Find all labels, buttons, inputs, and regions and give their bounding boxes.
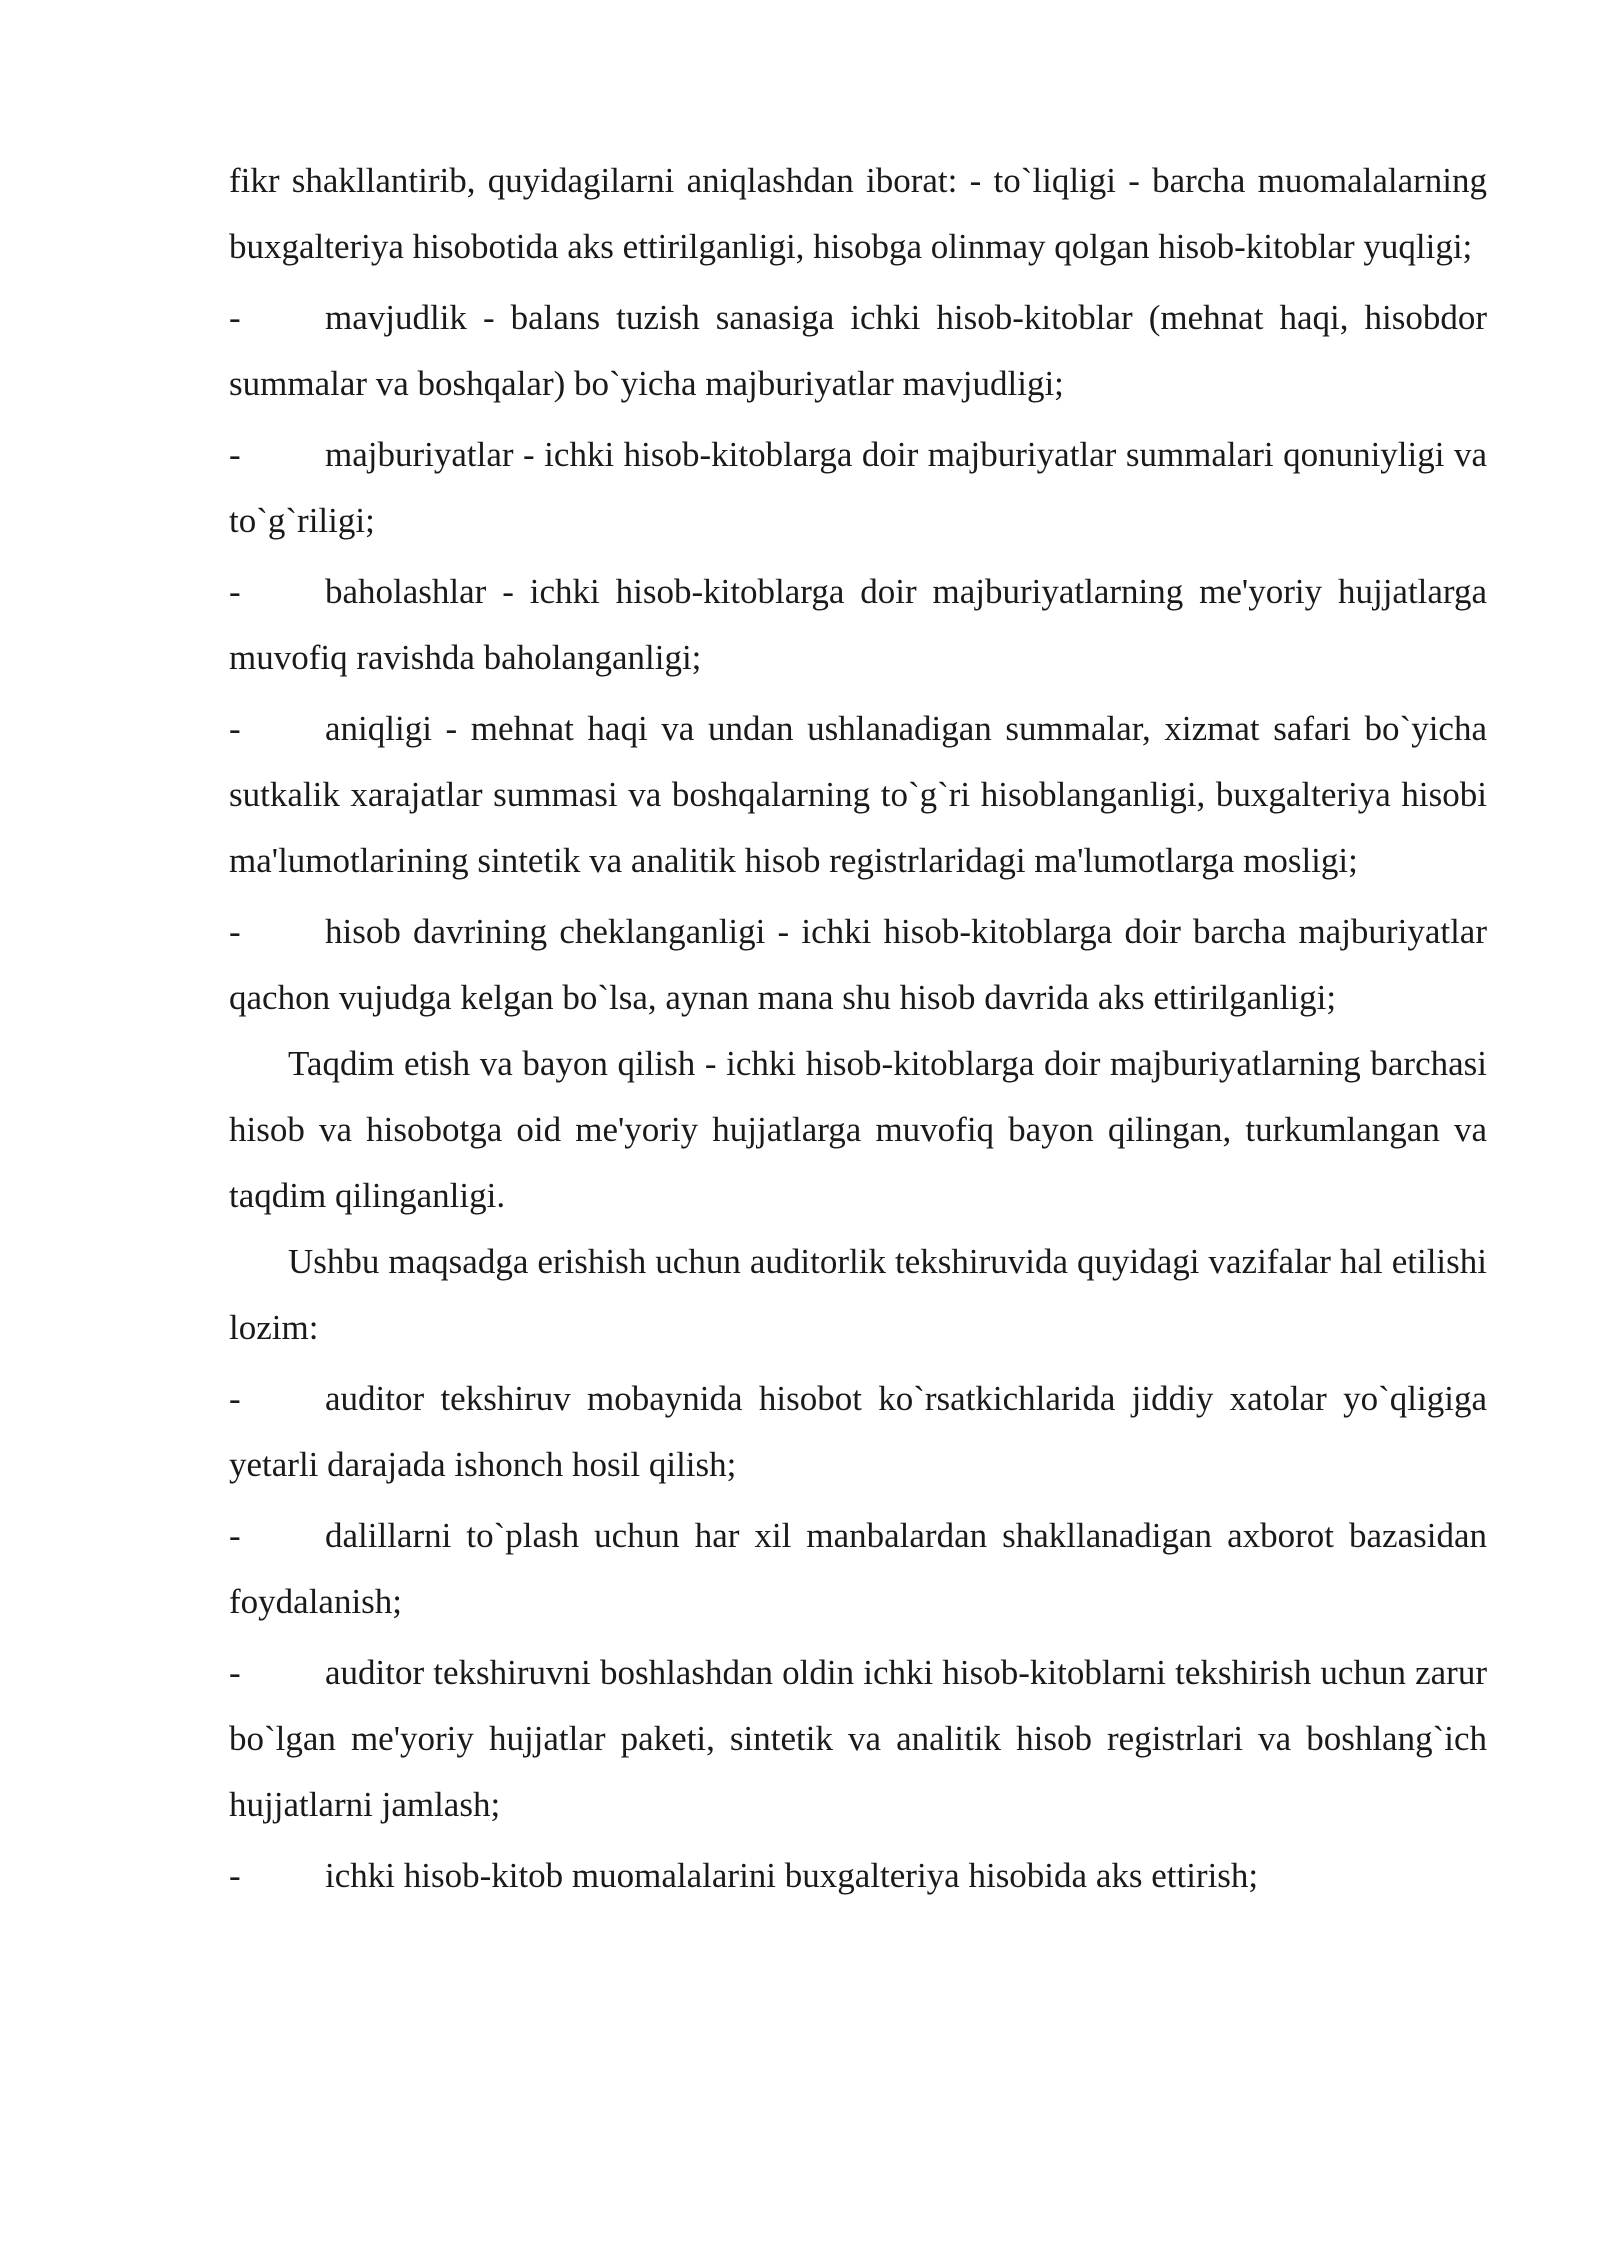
bullet-text: auditor tekshiruv mobaynida hisobot ko`rsatkichlarida jiddiy xatolar yo`qligiga yetarli darajada ishonch hosil qilish; [229, 1379, 1487, 1484]
document-page [229, 148, 1487, 1909]
bullet-dash: - [229, 709, 241, 748]
bullet-text: hisob davrining cheklanganligi - ichki hisob-kitoblarga doir barcha majburiyatlar qachon vujudga kelgan bo`lsa, aynan mana shu hisob davrida aks ettirilganligi; [229, 912, 1487, 1017]
bullet-dash: - [229, 298, 241, 337]
intro-paragraph: fikr shakllantirib, quyidagilarni aniqlashdan iborat: - to`liqligi - barcha muomalalarning buxgalteriya hisobotida aks ettirilganligi, hisobga olinmay qolgan hisob-kitoblar yuqligi; [229, 161, 1487, 266]
paragraph-ushbu: Ushbu maqsadga erishish uchun auditorlik tekshiruvida quyidagi vazifalar hal etilishi lozim: [229, 1242, 1487, 1347]
bullet-item-hisob-davri [229, 899, 1487, 1031]
bullet-text: majburiyatlar - ichki hisob-kitoblarga doir majburiyatlar summalari qonuniyligi va to`g`riligi; [229, 435, 1487, 540]
bullet-text: aniqligi - mehnat haqi va undan ushlanadigan summalar, xizmat safari bo`yicha sutkalik xarajatlar summasi va boshqalarning to`g`ri hisoblanganligi, buxgalteriya hisobi ma'lumotlarining sintetik va analitik hisob registrlaridagi ma'lumotlarga mosligi; [229, 709, 1487, 880]
bullet-item-baholashlar [229, 559, 1487, 691]
bullet-item-jamlash [229, 1640, 1487, 1838]
bullet-dash: - [229, 1856, 241, 1895]
bullet-item-mavjudlik [229, 285, 1487, 417]
bullet-item-dalillar [229, 1503, 1487, 1635]
bullet-item-auditor-ishonch [229, 1366, 1487, 1498]
bullet-text: auditor tekshiruvni boshlashdan oldin ichki hisob-kitoblarni tekshirish uchun zarur bo`lgan me'yoriy hujjatlar paketi, sintetik va analitik hisob registrlari va boshlang`ich hujjatlarni jamlash; [229, 1653, 1487, 1824]
bullet-dash: - [229, 435, 241, 474]
bullet-dash: - [229, 572, 241, 611]
bullet-item-majburiyatlar [229, 422, 1487, 554]
bullet-item-aniqligi [229, 696, 1487, 894]
bullet-item-aks-ettirish [229, 1843, 1487, 1909]
bullet-text: dalillarni to`plash uchun har xil manbalardan shakllanadigan axborot bazasidan foydalanish; [229, 1516, 1487, 1621]
paragraph-taqdim: Taqdim etish va bayon qilish - ichki hisob-kitoblarga doir majburiyatlarning barchasi hisob va hisobotga oid me'yoriy hujjatlarga muvofiq bayon qilingan, turkumlangan va taqdim qilinganligi. [229, 1044, 1487, 1215]
bullet-text: ichki hisob-kitob muomalalarini buxgalteriya hisobida aks ettirish; [325, 1856, 1259, 1895]
bullet-dash: - [229, 1379, 241, 1418]
bullet-dash: - [229, 912, 241, 951]
bullet-dash: - [229, 1653, 241, 1692]
bullet-text: mavjudlik - balans tuzish sanasiga ichki hisob-kitoblar (mehnat haqi, hisobdor summalar va boshqalar) bo`yicha majburiyatlar mavjudligi; [229, 298, 1487, 403]
bullet-dash: - [229, 1516, 241, 1555]
bullet-text: baholashlar - ichki hisob-kitoblarga doir majburiyatlarning me'yoriy hujjatlarga muvofiq ravishda baholanganligi; [229, 572, 1487, 677]
